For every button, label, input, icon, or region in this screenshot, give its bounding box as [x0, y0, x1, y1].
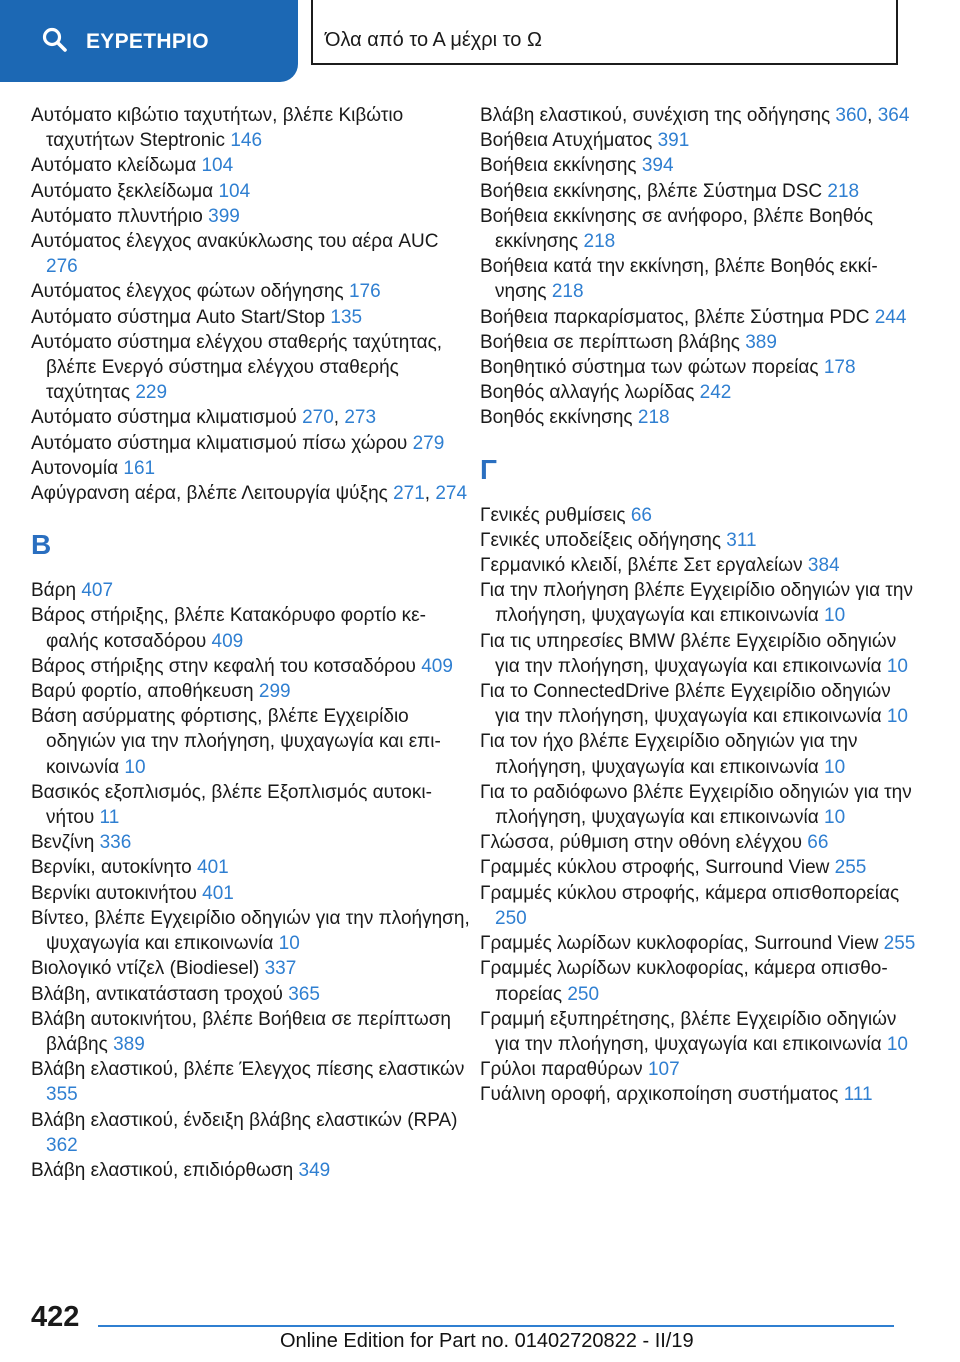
page-link[interactable]: 399 — [208, 205, 240, 227]
index-entry — [480, 1057, 920, 1082]
page-link[interactable]: 10 — [824, 807, 846, 829]
index-column-left — [31, 103, 471, 1183]
index-entry — [480, 405, 920, 430]
index-entry — [480, 128, 920, 153]
index-entry-text: Βλάβη ελαστικού, συνέχιση της οδήγησης — [480, 105, 831, 126]
page-link[interactable]: 111 — [843, 1084, 873, 1106]
index-entry — [31, 780, 471, 830]
index-entry — [31, 855, 471, 880]
index-entry-text: Αυτόματος έλεγχος φώτων οδήγησης — [31, 281, 344, 303]
index-entry-text: Αυτόματο σύστημα κλιματισμού πίσω χώρου — [31, 432, 408, 454]
index-entry-text: Βλάβη ελαστικού, ένδειξη βλάβης ελαστικών (RPA) — [31, 1109, 458, 1131]
header — [0, 0, 960, 66]
page-link[interactable]: 407 — [81, 580, 114, 602]
index-entry-text: Αυτόματο ξεκλείδωμα — [31, 180, 214, 202]
index-column-right — [480, 103, 920, 1108]
index-entry-text: Βάση ασύρματης φόρτισης, βλέπε Εγχειρίδιο οδηγιών για την πλοήγηση, ψυχαγωγία και επικοινωνία — [31, 706, 441, 778]
index-entry-text: Για τις υπηρεσίες BMW βλέπε Εγχειρίδιο οδηγιών για την πλοήγηση, ψυχαγωγία και επικοινωνία — [480, 630, 897, 677]
index-entry-text: Βοήθεια σε περίπτωση βλάβης — [480, 331, 740, 353]
page-separator: , — [867, 105, 873, 126]
index-entry-text: Αυτόματος έλεγχος ανακύκλωσης του αέρα AUC — [31, 231, 439, 253]
index-entry — [480, 578, 920, 628]
index-entry — [480, 855, 920, 880]
index-entry — [480, 355, 920, 380]
index-entry-text: Γραμμές κύκλου στροφής, Surround View — [480, 857, 830, 879]
page-link[interactable]: 276 — [46, 256, 78, 278]
index-entry — [480, 179, 920, 204]
index-entry-text: Βιολογικό ντίζελ (Biodiesel) — [31, 958, 260, 980]
index-entry — [480, 1007, 920, 1057]
index-entry-text: Αυτονομία — [31, 457, 119, 479]
search-tab-label: ΕΥΡΕΤΗΡΙΟ — [86, 30, 209, 53]
index-entry-text: Βενζίνη — [31, 832, 95, 854]
index-entry — [31, 830, 471, 855]
index-entry — [31, 179, 471, 204]
page-link[interactable]: 365 — [288, 983, 320, 1005]
index-entry-text: Αυτόματο πλυντήριο — [31, 205, 203, 227]
index-entry-text: Βοηθός αλλαγής λωρίδας — [480, 382, 695, 404]
footer-divider — [98, 1325, 894, 1327]
index-entry — [480, 629, 920, 679]
index-entry — [31, 956, 471, 981]
index-entry-text: Γραμμές κύκλου στροφής, κάμερα οπισθοπορείας — [480, 882, 900, 904]
edition-footer: Online Edition for Part no. 01402720822 - II/19 — [280, 1330, 694, 1352]
index-entry-text: Γυάλινη οροφή, αρχικοποίηση συστήματος — [480, 1084, 839, 1106]
index-entry — [31, 204, 471, 229]
page-link[interactable]: 10 — [886, 1033, 908, 1055]
index-entry — [480, 780, 920, 830]
page-link[interactable]: 66 — [630, 504, 652, 526]
index-entry — [31, 704, 471, 780]
page-link[interactable]: 270 — [302, 407, 334, 429]
index-entry — [480, 204, 920, 254]
page-link[interactable]: 104 — [218, 180, 251, 202]
index-entry-text: Για την πλοήγηση βλέπε Εγχειρίδιο οδηγιών για την πλοήγηση, ψυχαγωγία και επικοινωνία — [480, 580, 913, 627]
index-entry — [480, 679, 920, 729]
index-entry — [480, 729, 920, 779]
index-entry-text: Βασικός εξοπλισμός, βλέπε Εξοπλισμός αυτοκινήτου — [31, 781, 432, 829]
index-entry — [31, 481, 471, 506]
page-link[interactable]: 10 — [886, 706, 908, 728]
index-entry-text: Βαρύ φορτίο, αποθήκευση — [31, 681, 254, 703]
page-link[interactable]: 279 — [412, 432, 445, 454]
index-entry-text: Βοήθεια παρκαρίσματος, βλέπε Σύστημα PDC — [480, 306, 870, 328]
page-link[interactable]: 10 — [124, 756, 146, 778]
page-link[interactable]: 218 — [551, 281, 584, 303]
index-entry-text: Αυτόματο σύστημα Auto Start/Stop — [31, 306, 326, 328]
index-entry-text: Βοήθεια εκκίνησης, βλέπε Σύστημα DSC — [480, 180, 823, 202]
az-tab-label: Όλα από το Α μέχρι το Ω — [325, 29, 542, 51]
page-separator: , — [333, 407, 340, 429]
index-entry — [480, 305, 920, 330]
search-icon — [42, 27, 68, 53]
index-entry-text: Γλώσσα, ρύθμιση στην οθόνη ελέγχου — [480, 832, 802, 854]
page-link[interactable]: 271 — [393, 483, 425, 505]
index-entry-text: Βλάβη, αντικατάσταση τροχού — [31, 983, 283, 1005]
index-entry — [480, 931, 920, 956]
index-entry — [31, 982, 471, 1007]
index-entry — [31, 603, 471, 653]
index-entry-text: Βάρος στήριξης, βλέπε Κατακόρυφο φορτίο κεφαλής κοτσαδόρου — [31, 605, 426, 652]
index-entry-text: Αυτόματο κλείδωμα — [31, 155, 197, 177]
index-entry — [31, 578, 471, 603]
page-link[interactable]: 355 — [46, 1084, 78, 1106]
page-link[interactable]: 389 — [745, 331, 777, 353]
page-link[interactable]: 244 — [874, 306, 907, 328]
index-entry-text: Βλάβη ελαστικού, βλέπε Έλεγχος πίεσης ελαστικών — [31, 1059, 465, 1081]
page-link[interactable]: 401 — [202, 882, 234, 904]
page-link[interactable]: 250 — [495, 907, 527, 929]
index-entry — [480, 103, 920, 128]
index-entry-text: Βίντεο, βλέπε Εγχειρίδιο οδηγιών για την πλοήγηση, ψυχαγωγία και επικοινωνία — [31, 907, 470, 955]
index-entry-text: Γραμμή εξυπηρέτησης, βλέπε Εγχειρίδιο οδηγιών για την πλοήγηση, ψυχαγωγία και επικοινωνία — [480, 1008, 897, 1055]
az-tab[interactable] — [311, 0, 898, 65]
index-entry — [480, 553, 920, 578]
index-entry-text: Γραμμές λωρίδων κυκλοφορίας, κάμερα οπισθοπορείας — [480, 958, 888, 1005]
index-entry-text: Γραμμές λωρίδων κυκλοφορίας, Surround View — [480, 933, 879, 955]
index-entry — [480, 1082, 920, 1107]
index-entry-text: Βάρη — [31, 580, 77, 602]
page-link[interactable]: 401 — [197, 857, 229, 879]
index-entry-text: Βοήθεια κατά την εκκίνηση, βλέπε Βοηθός εκκίνησης — [480, 256, 878, 303]
page-link[interactable]: 273 — [344, 407, 377, 429]
index-entry — [31, 153, 471, 178]
index-entry — [31, 279, 471, 304]
page-link[interactable]: 146 — [230, 130, 263, 152]
page-link[interactable]: 135 — [330, 306, 363, 328]
page-link[interactable]: 250 — [567, 983, 600, 1005]
index-entry — [31, 654, 471, 679]
page-link[interactable]: 409 — [211, 630, 244, 652]
page-link[interactable]: 255 — [834, 857, 867, 879]
page-number: 422 — [31, 1301, 80, 1333]
page-link[interactable]: 107 — [647, 1059, 680, 1081]
page-link[interactable]: 389 — [113, 1033, 145, 1055]
index-entry-text: Βερνίκι, αυτοκίνητο — [31, 857, 192, 879]
page-link[interactable]: 218 — [583, 231, 616, 253]
section-letter: Β — [31, 529, 52, 561]
index-entry-text: Βάρος στήριξης στην κεφαλή του κοτσαδόρου — [31, 655, 416, 677]
page-link[interactable]: 274 — [435, 483, 468, 505]
index-entry-text: Βοηθητικό σύστημα των φώτων πορείας — [480, 357, 819, 379]
index-entry — [31, 330, 471, 406]
index-entry-text: Βοήθεια εκκίνησης — [480, 155, 637, 177]
index-entry — [31, 1057, 471, 1107]
index-entry — [31, 456, 471, 481]
index-entry — [31, 881, 471, 906]
index-entry — [480, 956, 920, 1006]
page-link[interactable]: 242 — [699, 382, 732, 404]
page-link[interactable]: 311 — [726, 529, 757, 551]
page-link[interactable]: 362 — [46, 1134, 78, 1156]
index-entry — [480, 254, 920, 304]
page-link[interactable]: 10 — [824, 605, 846, 627]
index-entry — [31, 906, 471, 956]
index-entry — [31, 1108, 471, 1158]
section-letter: Γ — [480, 453, 497, 485]
index-entry — [31, 1007, 471, 1057]
page-link[interactable]: 255 — [883, 933, 916, 955]
page-link[interactable]: 10 — [824, 756, 846, 778]
page-link[interactable]: 229 — [135, 382, 168, 404]
index-entry — [31, 679, 471, 704]
index-entry-text: Γενικές υποδείξεις οδήγησης — [480, 529, 721, 551]
index-entry — [480, 330, 920, 355]
page-link[interactable]: 384 — [807, 555, 840, 577]
index-entry-text: Για το ConnectedDrive βλέπε Εγχειρίδιο οδηγιών για την πλοήγηση, ψυχαγωγία και επικοινωνία — [480, 681, 891, 728]
page-link[interactable]: 11 — [99, 807, 120, 829]
search-tab[interactable] — [0, 0, 298, 82]
index-entry — [31, 229, 471, 279]
index-entry-text: Βοήθεια Ατυχήματος — [480, 130, 653, 152]
page-link[interactable]: 218 — [827, 180, 860, 202]
index-entry — [480, 830, 920, 855]
index-entry-text: Βλάβη αυτοκινήτου, βλέπε Βοήθεια σε περίπτωση βλάβης — [31, 1008, 452, 1055]
index-entry — [480, 503, 920, 528]
page-link[interactable]: 336 — [99, 832, 132, 854]
page-link[interactable]: 178 — [823, 357, 856, 379]
index-entry-text: Βερνίκι αυτοκινήτου — [31, 882, 197, 904]
index-entry — [480, 528, 920, 553]
page-link[interactable]: 10 — [886, 655, 908, 677]
page-link[interactable]: 218 — [637, 407, 670, 429]
page-link[interactable]: 10 — [278, 933, 300, 955]
index-entry-text: Αυτόματο σύστημα κλιματισμού — [31, 407, 297, 429]
index-entry-text: Βοήθεια εκκίνησης σε ανήφορο, βλέπε Βοηθός εκκίνησης — [480, 205, 874, 253]
index-entry-text: Για τον ήχο βλέπε Εγχειρίδιο οδηγιών για την πλοήγηση, ψυχαγωγία και επικοινωνία — [480, 731, 858, 778]
page-link[interactable]: 161 — [123, 457, 156, 479]
index-entry-text: Βοηθός εκκίνησης — [480, 407, 633, 429]
page-link[interactable]: 349 — [298, 1159, 331, 1181]
page-link[interactable]: 337 — [264, 958, 297, 980]
index-entry-text: Βλάβη ελαστικού, επιδιόρθωση — [31, 1159, 294, 1181]
index-entry — [31, 103, 471, 153]
page-link[interactable]: 364 — [877, 105, 910, 126]
page-link[interactable]: 299 — [258, 681, 291, 703]
index-entry-text: Αυτόματο κιβώτιο ταχυτήτων, βλέπε Κιβώτιο ταχυτήτων Steptronic — [31, 105, 404, 152]
index-entry-text: Αφύγρανση αέρα, βλέπε Λειτουργία ψύξης — [31, 483, 388, 505]
index-entry — [31, 305, 471, 330]
page-link[interactable]: 176 — [348, 281, 381, 303]
index-entry-text: Για το ραδιόφωνο βλέπε Εγχειρίδιο οδηγιών για την πλοήγηση, ψυχαγωγία και επικοινωνία — [480, 781, 912, 829]
page-link[interactable]: 391 — [657, 130, 690, 152]
page-link[interactable]: 104 — [201, 155, 234, 177]
page-link[interactable]: 66 — [807, 832, 829, 854]
index-entry — [480, 153, 920, 178]
page-link[interactable]: 394 — [641, 155, 674, 177]
page-link[interactable]: 360 — [835, 105, 868, 126]
index-entry — [31, 405, 471, 430]
index-entry-text: Γενικές ρυθμίσεις — [480, 504, 626, 526]
index-entry — [480, 380, 920, 405]
page-separator: , — [424, 483, 431, 505]
index-entry — [31, 1158, 471, 1183]
page-link[interactable]: 409 — [421, 655, 453, 677]
index-entry-text: Γρύλοι παραθύρων — [480, 1059, 643, 1081]
index-entry-text: Γερμανικό κλειδί, βλέπε Σετ εργαλείων — [480, 555, 803, 577]
index-entry — [31, 431, 471, 456]
index-entry — [480, 881, 920, 931]
index-entry-text: Αυτόματο σύστημα ελέγχου σταθερής ταχύτητας, βλέπε Ενεργό σύστημα ελέγχου σταθερής ταχύτητας — [31, 331, 443, 404]
